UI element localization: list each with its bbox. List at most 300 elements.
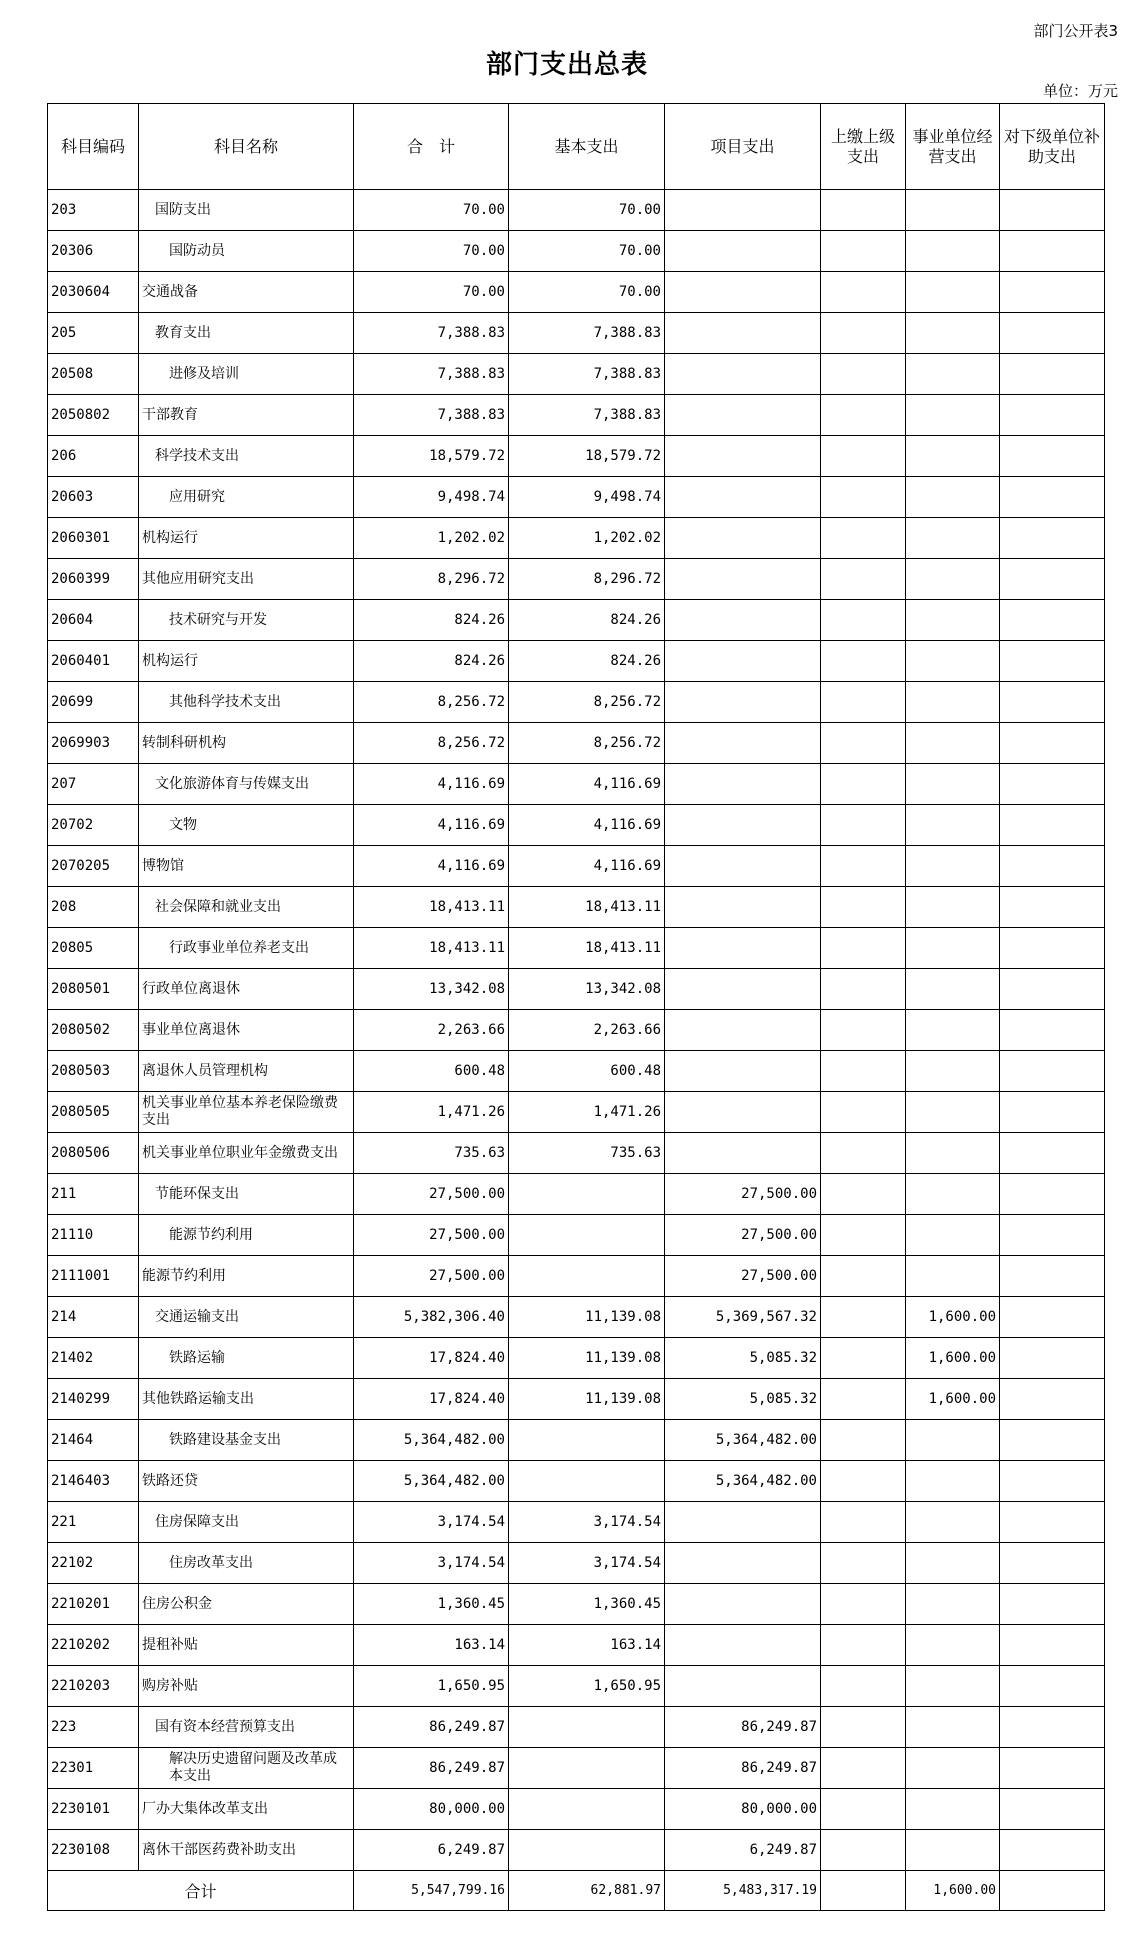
name-cell: 教育支出 [139, 313, 354, 354]
code-cell: 2140299 [48, 1379, 139, 1420]
subsidy-cell [1000, 805, 1105, 846]
code-cell: 2060399 [48, 559, 139, 600]
table-row [48, 928, 1105, 969]
basic-cell [509, 1789, 665, 1830]
business-cell [906, 846, 1000, 887]
table-row [48, 969, 1105, 1010]
upper-cell [821, 1789, 906, 1830]
total-cell: 1,650.95 [354, 1666, 509, 1707]
business-cell [906, 928, 1000, 969]
table-row [48, 1133, 1105, 1174]
subsidy-cell [1000, 1584, 1105, 1625]
table-row [48, 518, 1105, 559]
table-row [48, 190, 1105, 231]
total-cell: 1,360.45 [354, 1584, 509, 1625]
upper-cell [821, 764, 906, 805]
table-body [48, 190, 1105, 1871]
total-cell: 70.00 [354, 190, 509, 231]
code-cell: 214 [48, 1297, 139, 1338]
basic-cell: 735.63 [509, 1133, 665, 1174]
total-cell: 3,174.54 [354, 1543, 509, 1584]
table-row [48, 231, 1105, 272]
upper-cell [821, 313, 906, 354]
subsidy-cell [1000, 436, 1105, 477]
name-cell: 科学技术支出 [139, 436, 354, 477]
basic-cell: 4,116.69 [509, 764, 665, 805]
business-cell [906, 682, 1000, 723]
subsidy-cell [1000, 1379, 1105, 1420]
basic-cell [509, 1256, 665, 1297]
total-cell: 4,116.69 [354, 805, 509, 846]
subsidy-cell [1000, 1707, 1105, 1748]
unit-label: 单位：万元 [1042, 82, 1118, 100]
name-cell: 其他科学技术支出 [139, 682, 354, 723]
table-row [48, 1010, 1105, 1051]
business-cell [906, 1461, 1000, 1502]
business-cell [906, 1707, 1000, 1748]
basic-cell: 1,650.95 [509, 1666, 665, 1707]
upper-cell [821, 600, 906, 641]
project-cell [665, 313, 821, 354]
subsidy-cell [1000, 641, 1105, 682]
business-cell: 1,600.00 [906, 1379, 1000, 1420]
total-cell: 8,296.72 [354, 559, 509, 600]
subsidy-cell [1000, 764, 1105, 805]
subsidy-cell [1000, 682, 1105, 723]
basic-cell [509, 1215, 665, 1256]
code-cell: 208 [48, 887, 139, 928]
name-cell: 购房补贴 [139, 1666, 354, 1707]
name-cell: 机关事业单位职业年金缴费支出 [139, 1133, 354, 1174]
subsidy-cell [1000, 272, 1105, 313]
upper-cell [821, 805, 906, 846]
subsidy-cell [1000, 1789, 1105, 1830]
code-cell: 2080503 [48, 1051, 139, 1092]
code-cell: 2070205 [48, 846, 139, 887]
upper-cell [821, 1420, 906, 1461]
project-cell: 5,364,482.00 [665, 1461, 821, 1502]
business-cell [906, 805, 1000, 846]
project-cell [665, 1625, 821, 1666]
total-label: 合计 [48, 1871, 354, 1911]
subsidy-cell [1000, 1215, 1105, 1256]
name-cell: 节能环保支出 [139, 1174, 354, 1215]
name-cell: 干部教育 [139, 395, 354, 436]
name-cell: 离休干部医药费补助支出 [139, 1830, 354, 1871]
basic-cell: 11,139.08 [509, 1379, 665, 1420]
basic-cell: 11,139.08 [509, 1297, 665, 1338]
project-cell [665, 928, 821, 969]
name-cell: 技术研究与开发 [139, 600, 354, 641]
basic-cell: 8,256.72 [509, 723, 665, 764]
project-cell [665, 354, 821, 395]
subsidy-cell [1000, 723, 1105, 764]
code-cell: 211 [48, 1174, 139, 1215]
table-row [48, 354, 1105, 395]
total-cell: 5,364,482.00 [354, 1420, 509, 1461]
header-upper: 上缴上级支出 [821, 104, 906, 190]
subsidy-cell [1000, 1502, 1105, 1543]
total-cell: 1,471.26 [354, 1092, 509, 1133]
subsidy-cell [1000, 600, 1105, 641]
code-cell: 2111001 [48, 1256, 139, 1297]
business-cell [906, 1051, 1000, 1092]
project-cell [665, 272, 821, 313]
table-row [48, 1625, 1105, 1666]
project-cell: 86,249.87 [665, 1748, 821, 1789]
project-cell: 5,085.32 [665, 1379, 821, 1420]
total-row [48, 1871, 1105, 1911]
table-row [48, 1420, 1105, 1461]
code-cell: 2060301 [48, 518, 139, 559]
name-cell: 提租补贴 [139, 1625, 354, 1666]
upper-cell [821, 436, 906, 477]
table-row [48, 272, 1105, 313]
total-cell: 27,500.00 [354, 1215, 509, 1256]
basic-cell [509, 1174, 665, 1215]
table-row [48, 805, 1105, 846]
business-cell [906, 1502, 1000, 1543]
upper-cell [821, 1748, 906, 1789]
total-cell: 6,249.87 [354, 1830, 509, 1871]
name-cell: 住房保障支出 [139, 1502, 354, 1543]
code-cell: 2210201 [48, 1584, 139, 1625]
subsidy-cell [1000, 1461, 1105, 1502]
total-cell: 17,824.40 [354, 1338, 509, 1379]
name-cell: 文物 [139, 805, 354, 846]
business-cell [906, 723, 1000, 764]
upper-cell [821, 1707, 906, 1748]
basic-cell: 3,174.54 [509, 1502, 665, 1543]
upper-cell [821, 1502, 906, 1543]
upper-cell [821, 1379, 906, 1420]
project-cell [665, 600, 821, 641]
basic-cell [509, 1748, 665, 1789]
table-row [48, 1830, 1105, 1871]
total-cell: 70.00 [354, 231, 509, 272]
basic-cell: 18,579.72 [509, 436, 665, 477]
project-cell [665, 1543, 821, 1584]
business-cell [906, 764, 1000, 805]
upper-cell [821, 682, 906, 723]
business-cell [906, 518, 1000, 559]
name-cell: 住房公积金 [139, 1584, 354, 1625]
total-cell: 5,382,306.40 [354, 1297, 509, 1338]
basic-cell: 7,388.83 [509, 313, 665, 354]
basic-cell: 824.26 [509, 600, 665, 641]
table-row [48, 723, 1105, 764]
upper-cell [821, 969, 906, 1010]
code-cell: 2080501 [48, 969, 139, 1010]
code-cell: 2060401 [48, 641, 139, 682]
table-row [48, 600, 1105, 641]
project-cell [665, 190, 821, 231]
subsidy-cell [1000, 1256, 1105, 1297]
business-cell [906, 1830, 1000, 1871]
name-cell: 其他应用研究支出 [139, 559, 354, 600]
table-row [48, 1502, 1105, 1543]
upper-cell [821, 1051, 906, 1092]
project-cell [665, 395, 821, 436]
subsidy-cell [1000, 1625, 1105, 1666]
total-cell: 8,256.72 [354, 723, 509, 764]
basic-cell: 7,388.83 [509, 354, 665, 395]
subsidy-cell [1000, 477, 1105, 518]
project-cell: 27,500.00 [665, 1215, 821, 1256]
name-cell: 机构运行 [139, 641, 354, 682]
project-cell: 5,364,482.00 [665, 1420, 821, 1461]
subsidy-cell [1000, 231, 1105, 272]
basic-cell: 8,296.72 [509, 559, 665, 600]
business-cell [906, 641, 1000, 682]
business-cell [906, 1133, 1000, 1174]
upper-cell [821, 1256, 906, 1297]
name-cell: 铁路运输 [139, 1338, 354, 1379]
table-row [48, 1461, 1105, 1502]
name-cell: 交通战备 [139, 272, 354, 313]
expenditure-table [47, 103, 1105, 1911]
header-row [48, 104, 1105, 190]
project-cell [665, 682, 821, 723]
name-cell: 解决历史遗留问题及改革成本支出 [139, 1748, 354, 1789]
subsidy-cell [1000, 395, 1105, 436]
project-cell: 27,500.00 [665, 1256, 821, 1297]
total-subsidy-cell [1000, 1871, 1105, 1911]
code-cell: 20699 [48, 682, 139, 723]
name-cell: 文化旅游体育与传媒支出 [139, 764, 354, 805]
subsidy-cell [1000, 928, 1105, 969]
table-row [48, 1215, 1105, 1256]
project-cell [665, 1666, 821, 1707]
total-cell: 7,388.83 [354, 354, 509, 395]
upper-cell [821, 395, 906, 436]
project-cell [665, 1092, 821, 1133]
code-cell: 22301 [48, 1748, 139, 1789]
table-row [48, 395, 1105, 436]
business-cell [906, 477, 1000, 518]
upper-cell [821, 1297, 906, 1338]
total-upper-cell [821, 1871, 906, 1911]
upper-cell [821, 1584, 906, 1625]
project-cell [665, 477, 821, 518]
table-row [48, 1543, 1105, 1584]
name-cell: 能源节约利用 [139, 1256, 354, 1297]
upper-cell [821, 1543, 906, 1584]
code-cell: 20306 [48, 231, 139, 272]
name-cell: 国有资本经营预算支出 [139, 1707, 354, 1748]
subsidy-cell [1000, 1051, 1105, 1092]
code-cell: 203 [48, 190, 139, 231]
upper-cell [821, 559, 906, 600]
table-row [48, 1051, 1105, 1092]
project-cell [665, 1010, 821, 1051]
name-cell: 应用研究 [139, 477, 354, 518]
code-cell: 223 [48, 1707, 139, 1748]
basic-cell [509, 1830, 665, 1871]
project-cell [665, 1133, 821, 1174]
subsidy-cell [1000, 190, 1105, 231]
business-cell [906, 1789, 1000, 1830]
basic-cell: 2,263.66 [509, 1010, 665, 1051]
business-cell [906, 1748, 1000, 1789]
business-cell: 1,600.00 [906, 1297, 1000, 1338]
upper-cell [821, 1215, 906, 1256]
business-cell [906, 1584, 1000, 1625]
code-cell: 2050802 [48, 395, 139, 436]
subsidy-cell [1000, 846, 1105, 887]
code-cell: 2210203 [48, 1666, 139, 1707]
code-cell: 221 [48, 1502, 139, 1543]
code-cell: 2030604 [48, 272, 139, 313]
total-cell: 8,256.72 [354, 682, 509, 723]
code-cell: 2230101 [48, 1789, 139, 1830]
name-cell: 能源节约利用 [139, 1215, 354, 1256]
business-cell [906, 1010, 1000, 1051]
table-row [48, 764, 1105, 805]
code-cell: 2069903 [48, 723, 139, 764]
subsidy-cell [1000, 354, 1105, 395]
subsidy-cell [1000, 1010, 1105, 1051]
table-row [48, 682, 1105, 723]
table-row [48, 436, 1105, 477]
upper-cell [821, 231, 906, 272]
subsidy-cell [1000, 1338, 1105, 1379]
code-cell: 20603 [48, 477, 139, 518]
total-cell: 600.48 [354, 1051, 509, 1092]
total-project-cell: 5,483,317.19 [665, 1871, 821, 1911]
table-row [48, 1092, 1105, 1133]
business-cell: 1,600.00 [906, 1338, 1000, 1379]
business-cell [906, 1543, 1000, 1584]
total-business-cell: 1,600.00 [906, 1871, 1000, 1911]
project-cell: 27,500.00 [665, 1174, 821, 1215]
project-cell [665, 1584, 821, 1625]
code-cell: 2146403 [48, 1461, 139, 1502]
basic-cell [509, 1461, 665, 1502]
code-cell: 2230108 [48, 1830, 139, 1871]
name-cell: 机构运行 [139, 518, 354, 559]
name-cell: 住房改革支出 [139, 1543, 354, 1584]
code-cell: 20805 [48, 928, 139, 969]
code-cell: 20702 [48, 805, 139, 846]
upper-cell [821, 1092, 906, 1133]
project-cell: 5,085.32 [665, 1338, 821, 1379]
total-cell: 86,249.87 [354, 1748, 509, 1789]
code-cell: 2080506 [48, 1133, 139, 1174]
project-cell: 5,369,567.32 [665, 1297, 821, 1338]
total-cell: 86,249.87 [354, 1707, 509, 1748]
business-cell [906, 600, 1000, 641]
project-cell [665, 764, 821, 805]
total-cell: 2,263.66 [354, 1010, 509, 1051]
business-cell [906, 231, 1000, 272]
name-cell: 厂办大集体改革支出 [139, 1789, 354, 1830]
business-cell [906, 1256, 1000, 1297]
upper-cell [821, 1133, 906, 1174]
basic-cell: 18,413.11 [509, 887, 665, 928]
table-row [48, 1174, 1105, 1215]
total-cell: 13,342.08 [354, 969, 509, 1010]
subsidy-cell [1000, 1092, 1105, 1133]
total-cell: 4,116.69 [354, 846, 509, 887]
total-cell: 5,547,799.16 [354, 1871, 509, 1911]
code-cell: 206 [48, 436, 139, 477]
business-cell [906, 272, 1000, 313]
header-subsidy: 对下级单位补助支出 [1000, 104, 1105, 190]
header-total: 合 计 [354, 104, 509, 190]
business-cell [906, 1092, 1000, 1133]
business-cell [906, 1174, 1000, 1215]
subsidy-cell [1000, 559, 1105, 600]
basic-cell: 18,413.11 [509, 928, 665, 969]
table-row [48, 559, 1105, 600]
upper-cell [821, 272, 906, 313]
table-row [48, 1256, 1105, 1297]
total-cell: 18,579.72 [354, 436, 509, 477]
subsidy-cell [1000, 1297, 1105, 1338]
table-row [48, 1707, 1105, 1748]
total-cell: 27,500.00 [354, 1256, 509, 1297]
header-project: 项目支出 [665, 104, 821, 190]
name-cell: 博物馆 [139, 846, 354, 887]
upper-cell [821, 1666, 906, 1707]
total-cell: 27,500.00 [354, 1174, 509, 1215]
total-cell: 163.14 [354, 1625, 509, 1666]
table-number-label: 部门公开表3 [1033, 22, 1118, 40]
basic-cell: 70.00 [509, 231, 665, 272]
basic-cell: 3,174.54 [509, 1543, 665, 1584]
header-business: 事业单位经营支出 [906, 104, 1000, 190]
upper-cell [821, 1338, 906, 1379]
subsidy-cell [1000, 1666, 1105, 1707]
total-cell: 7,388.83 [354, 313, 509, 354]
project-cell: 86,249.87 [665, 1707, 821, 1748]
name-cell: 进修及培训 [139, 354, 354, 395]
subsidy-cell [1000, 1830, 1105, 1871]
name-cell: 国防动员 [139, 231, 354, 272]
upper-cell [821, 887, 906, 928]
project-cell [665, 518, 821, 559]
name-cell: 社会保障和就业支出 [139, 887, 354, 928]
name-cell: 国防支出 [139, 190, 354, 231]
basic-cell: 163.14 [509, 1625, 665, 1666]
basic-cell: 11,139.08 [509, 1338, 665, 1379]
basic-cell: 1,471.26 [509, 1092, 665, 1133]
total-cell: 735.63 [354, 1133, 509, 1174]
basic-cell: 4,116.69 [509, 805, 665, 846]
business-cell [906, 1625, 1000, 1666]
code-cell: 21464 [48, 1420, 139, 1461]
basic-cell: 8,256.72 [509, 682, 665, 723]
code-cell: 21110 [48, 1215, 139, 1256]
business-cell [906, 887, 1000, 928]
basic-cell: 9,498.74 [509, 477, 665, 518]
table-row [48, 1789, 1105, 1830]
project-cell [665, 805, 821, 846]
basic-cell: 824.26 [509, 641, 665, 682]
project-cell [665, 887, 821, 928]
name-cell: 事业单位离退休 [139, 1010, 354, 1051]
project-cell [665, 559, 821, 600]
upper-cell [821, 477, 906, 518]
upper-cell [821, 641, 906, 682]
project-cell [665, 231, 821, 272]
total-cell: 824.26 [354, 641, 509, 682]
total-cell: 5,364,482.00 [354, 1461, 509, 1502]
name-cell: 机关事业单位基本养老保险缴费支出 [139, 1092, 354, 1133]
total-cell: 824.26 [354, 600, 509, 641]
upper-cell [821, 1174, 906, 1215]
